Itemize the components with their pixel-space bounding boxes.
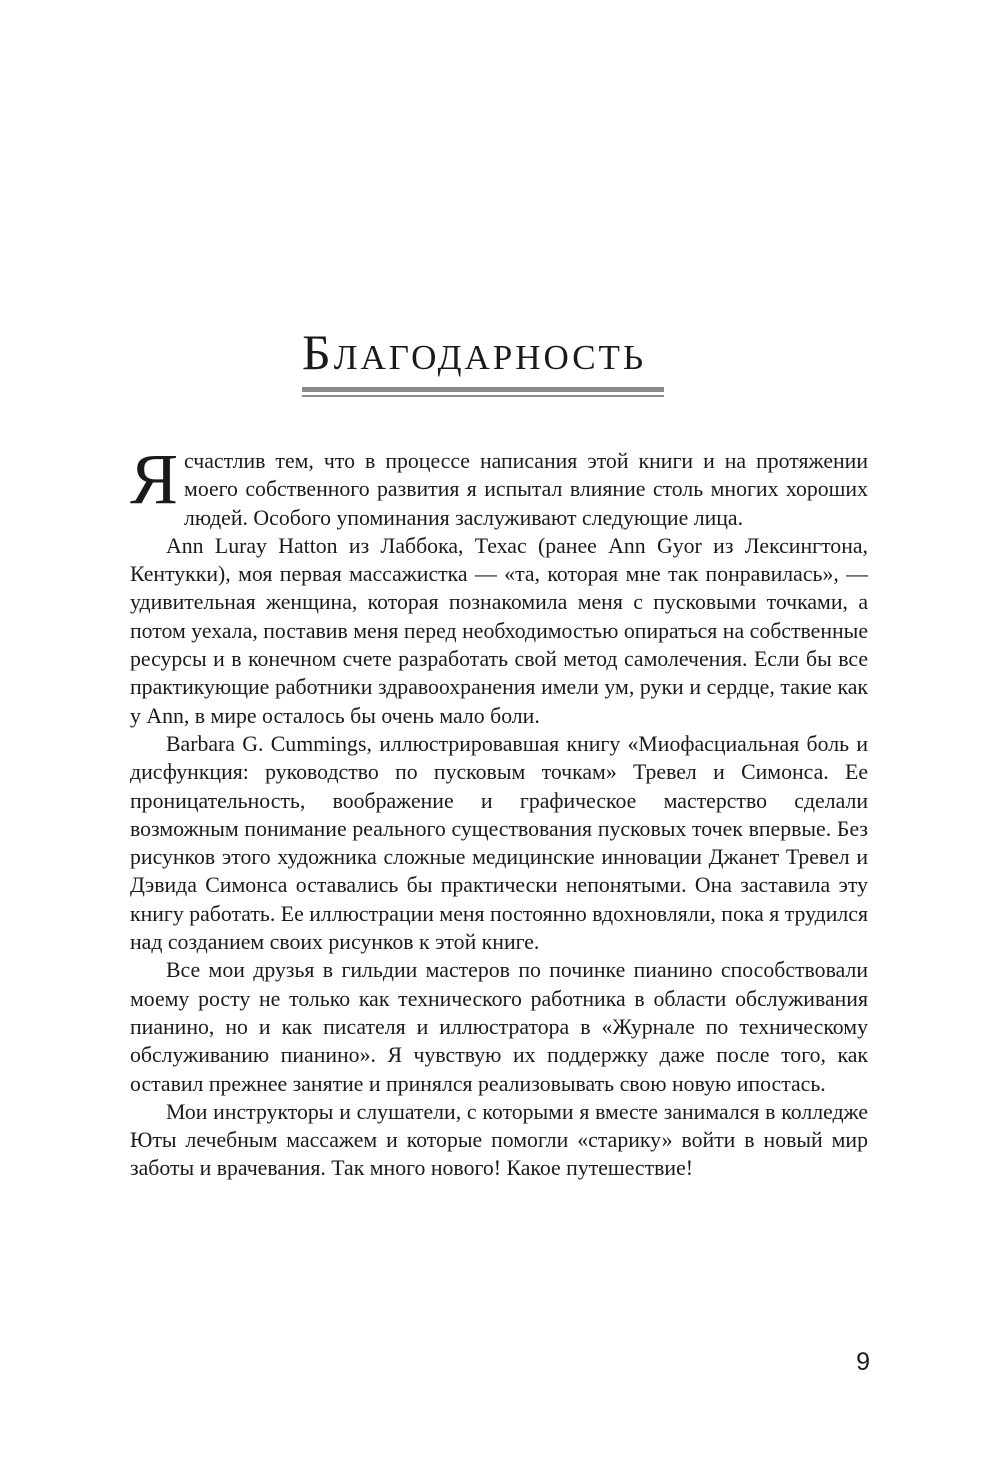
- paragraph-1: [130, 439, 868, 532]
- paragraph-2: Ann Luray Hatton из Лаббока, Техас (ранее Ann Gyor из Лексингтона, Кентукки), моя первая массажистка — «та, которая мне так понравилась», — удивительная женщина, которая познакомила меня с пусковыми точками, а потом уехала, поставив меня перед необходимостью опираться на собственные ресурсы и в конечном счете разработать свой метод самолечения. Если бы все практикующие работники здравоохранения имели ум, руки и сердце, такие как у Ann, в мире осталось бы очень мало боли.: [130, 533, 868, 728]
- body-text: [130, 439, 868, 1183]
- drop-cap: Я: [130, 439, 179, 519]
- page-number: 9: [856, 1348, 870, 1376]
- title-underline-thick: [302, 387, 664, 392]
- title-underline-thin: [302, 395, 664, 397]
- paragraph-3: Barbara G. Cummings, иллюстрировавшая книгу «Миофасциальная боль и дисфункция: руководство по пусковым точкам» Тревел и Симонса. Ее проницательность, воображение и графическое мастерство сделали возможным понимание реального существования пусковых точек впервые. Без рисунков этого художника сложные медицинские инновации Джанет Тревел и Дэвида Симонса оставались бы практически непонятыми. Она заставила эту книгу работать. Ее иллюстрации меня постоянно вдохновляли, пока я трудился над созданием своих рисунков к этой книге.: [130, 731, 868, 955]
- paragraph-1-text: счастлив тем, что в процессе написания этой книги и на протяжении моего собственного развития я испытал влияние столь многих хороших людей. Особого упоминания заслуживают следующие лица.: [184, 449, 868, 530]
- heading-block: [302, 322, 664, 397]
- paragraph-4: Все мои друзья в гильдии мастеров по починке пианино способствовали моему росту не только как технического работника в области обслуживания пианино, но и как писателя и иллюстратора в «Журнале по техническому обслуживанию пианино». Я чувствую их поддержку даже после того, как оставил прежнее занятие и принялся реализовывать свою новую ипостась.: [130, 958, 868, 1096]
- page-title: Благодарность: [302, 324, 647, 380]
- paragraph-5: Мои инструкторы и слушатели, с которыми я вместе занимался в колледже Юты лечебным массажем и которые помогли «старику» войти в новый мир заботы и врачевания. Так много нового! Какое путешествие!: [130, 1099, 868, 1181]
